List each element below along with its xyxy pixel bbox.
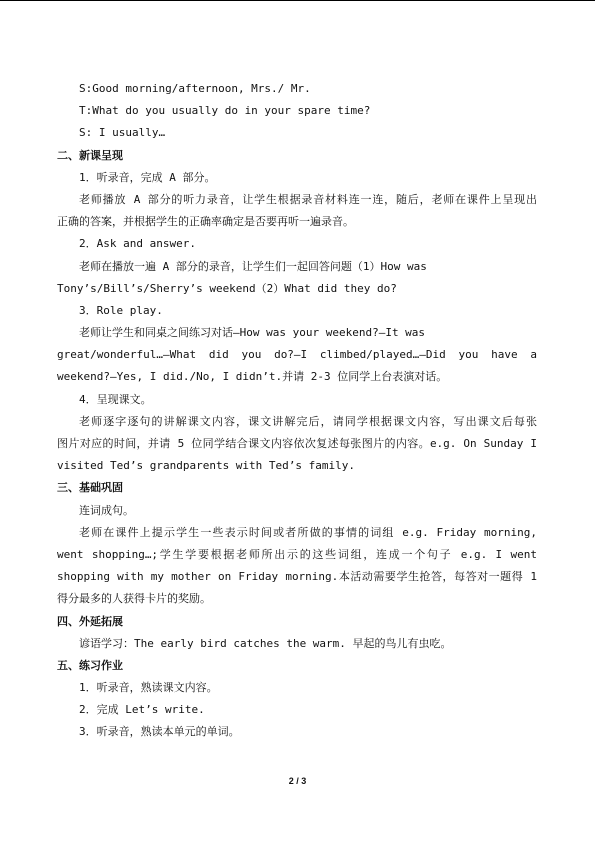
- section-heading: 五、练习作业: [57, 658, 123, 672]
- paragraph-line: 连词成句。: [79, 503, 134, 517]
- paragraph-line: 老师逐字逐句的讲解课文内容，课文讲解完后，请同学根据课文内容，写出课文后每张: [79, 414, 537, 428]
- paragraph-line: 正确的答案，并根据学生的正确率确定是否要再听一遍录音。: [57, 215, 354, 229]
- paragraph-line: shopping with my mother on Friday morning.本活动需要学生抢答，每答对一题得 1: [57, 570, 537, 584]
- paragraph-line: 图片对应的时间，并请 5 位同学结合课文内容依次复述每张图片的内容。e.g. On Sunday I: [57, 437, 537, 450]
- paragraph-line: 2．完成 Let’s write.: [79, 703, 205, 717]
- document-body: [57, 78, 537, 744]
- section-heading: 四、外延拓展: [57, 614, 123, 628]
- section-heading: 二、新课呈现: [57, 148, 123, 162]
- paragraph-line: went shopping…;学生学要根据老师所出示的这些词组，连成一个句子 e.g. I went: [57, 547, 537, 561]
- paragraph-line: 1．听录音，完成 A 部分。: [79, 170, 216, 184]
- paragraph-line: 谚语学习：The early bird catches the warm. 早起的鸟儿有虫吃。: [79, 636, 452, 650]
- page-number: 2 / 3: [288, 776, 307, 786]
- paragraph-line: 老师让学生和同桌之间练习对话—How was your weekend?—It was: [79, 326, 426, 340]
- paragraph-line: 3．Role play.: [79, 303, 163, 317]
- paragraph-line: visited Ted’s grandparents with Ted’s family.: [57, 459, 356, 473]
- paragraph-line: 4．呈现课文。: [79, 392, 152, 406]
- paragraph-line: T:What do you usually do in your spare time?: [79, 104, 371, 118]
- paragraph-line: 2．Ask and answer.: [79, 237, 196, 251]
- top-rule: [0, 0, 595, 1]
- paragraph-line: weekend?—Yes, I did./No, I didn’t.并请 2-3 位同学上台表演对话。: [57, 370, 448, 384]
- section-heading: 三、基础巩固: [57, 481, 123, 495]
- paragraph-line: S: I usually…: [79, 126, 166, 140]
- paragraph-line: 老师在播放一遍 A 部分的录音，让学生们一起回答问题（1）How was: [79, 259, 427, 273]
- paragraph-line: great/wonderful…—What did you do?—I climbed/played…—Did you have a: [57, 348, 537, 362]
- paragraph-line: S:Good morning/afternoon, Mrs./ Mr.: [79, 82, 311, 95]
- paragraph-line: 1．听录音，熟读课文内容。: [79, 681, 218, 695]
- paragraph-line: 得分最多的人获得卡片的奖励。: [57, 592, 211, 606]
- paragraph-line: 老师在课件上提示学生一些表示时间或者所做的事情的词组 e.g. Friday morning,: [79, 525, 537, 539]
- paragraph-line: 老师播放 A 部分的听力录音，让学生根据录音材料连一连，随后，老师在课件上呈现出: [79, 192, 537, 206]
- paragraph-line: 3．听录音，熟读本单元的单词。: [79, 725, 240, 739]
- paragraph-line: Tony’s/Bill’s/Sherry’s weekend（2）What did they do?: [57, 281, 397, 295]
